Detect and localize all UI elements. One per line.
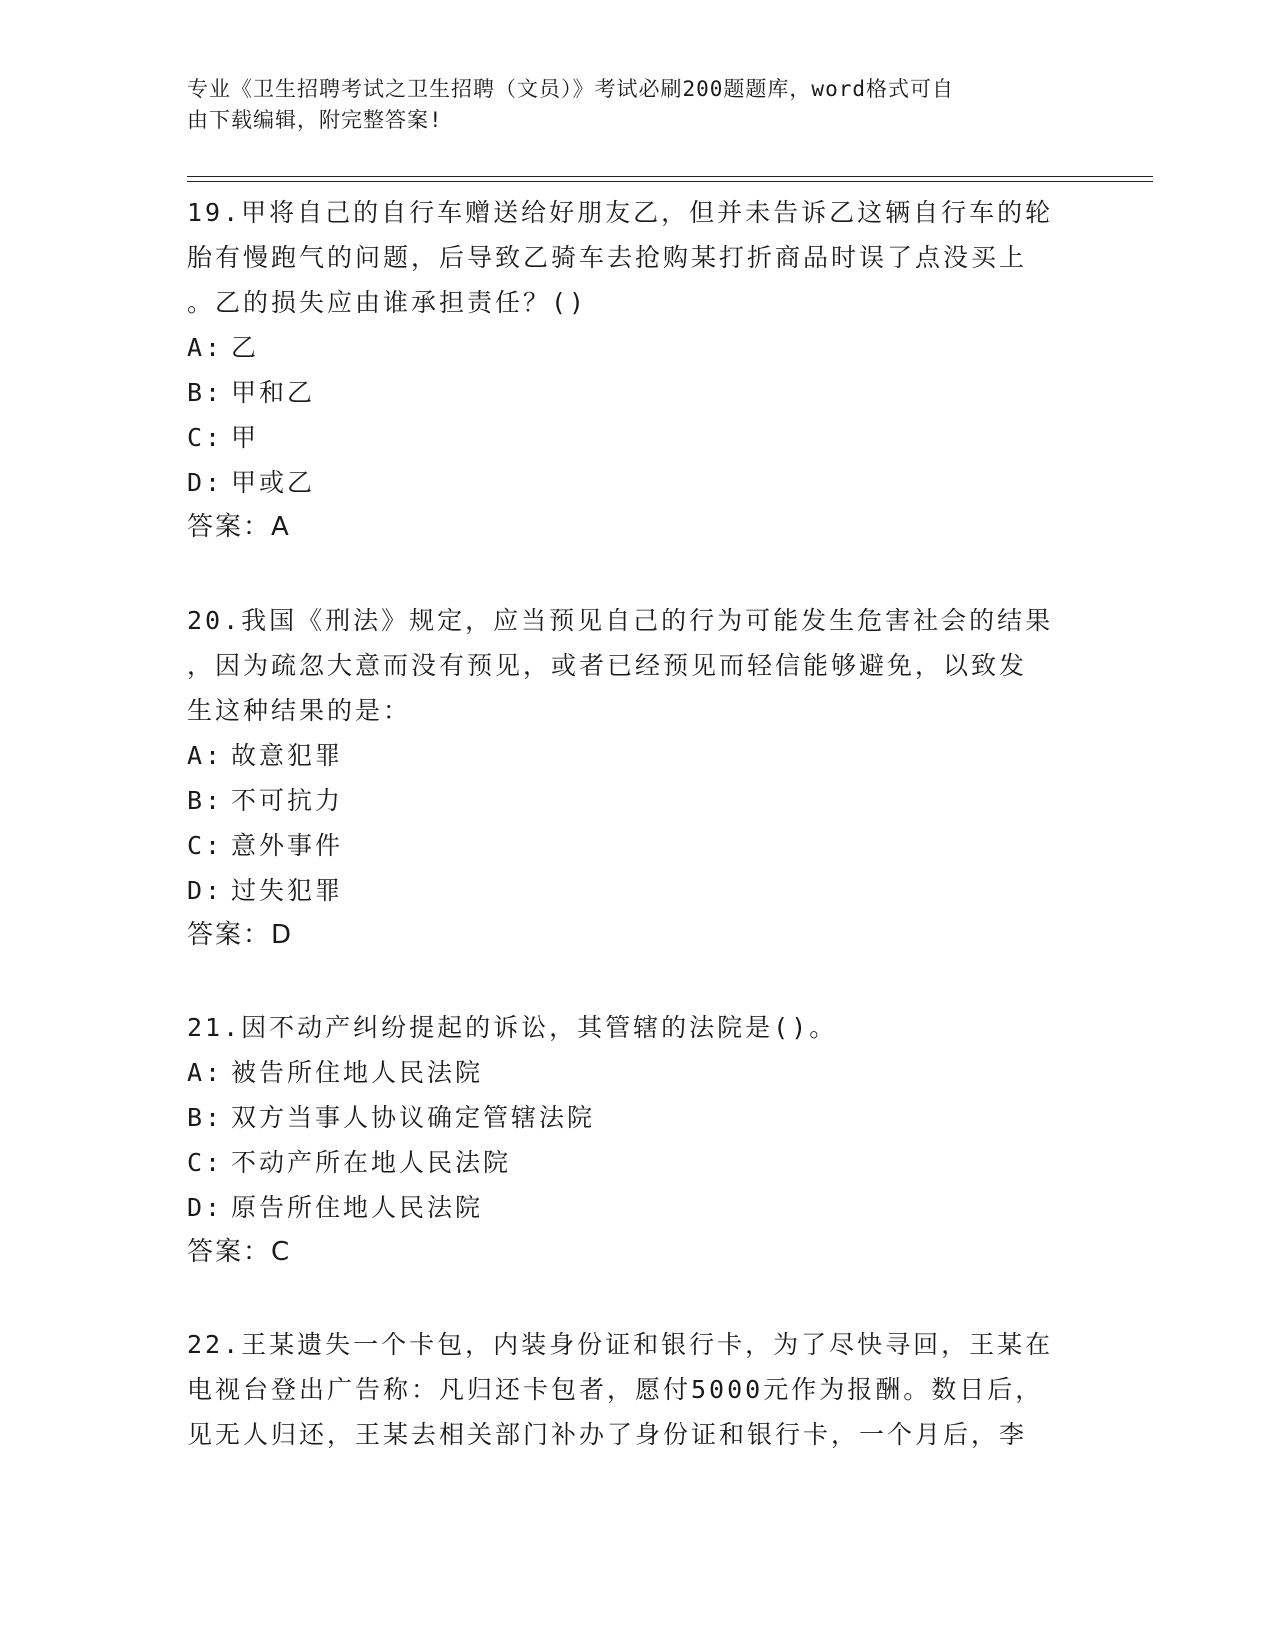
option-c: [187, 823, 1087, 868]
header-divider-bottom: [187, 181, 1153, 182]
question-21: [187, 1005, 1087, 1275]
question-20: [187, 598, 1087, 958]
option-b: [187, 778, 1087, 823]
header-divider-top: [187, 176, 1153, 177]
stem-line: 生这种结果的是：: [187, 696, 412, 725]
option-text: 甲或乙: [231, 468, 316, 497]
stem-line: 胎有慢跑气的问题，后导致乙骑车去抢购某打折商品时误了点没买上: [187, 243, 1028, 272]
answer-line: 答案：C: [187, 1237, 292, 1267]
option-b: [187, 370, 1087, 415]
option-d: [187, 460, 1087, 505]
question-stem: [187, 190, 1067, 325]
answer-line: 答案：A: [187, 512, 291, 542]
option-key: A:: [187, 333, 224, 362]
option-text: 甲: [231, 423, 260, 452]
option-text: 过失犯罪: [231, 876, 344, 905]
option-text: 双方当事人协议确定管辖法院: [231, 1103, 596, 1132]
question-stem: [187, 1005, 1067, 1050]
question-22: [187, 1322, 1087, 1457]
option-key: D:: [187, 876, 224, 905]
stem-line: 见无人归还，王某去相关部门补办了身份证和银行卡，一个月后，李: [187, 1420, 1028, 1449]
option-key: D:: [187, 468, 224, 497]
option-d: [187, 1185, 1087, 1230]
option-key: A:: [187, 1058, 224, 1087]
option-text: 乙: [231, 333, 260, 362]
option-key: C:: [187, 1148, 224, 1177]
option-b: [187, 1095, 1087, 1140]
option-a: [187, 325, 1087, 370]
option-key: D:: [187, 1193, 224, 1222]
answer-line: 答案：D: [187, 920, 294, 950]
option-text: 甲和乙: [231, 378, 316, 407]
option-a: [187, 1050, 1087, 1095]
option-text: 故意犯罪: [231, 741, 344, 770]
option-text: 不动产所在地人民法院: [231, 1148, 512, 1177]
option-text: 不可抗力: [231, 786, 344, 815]
option-key: B:: [187, 378, 224, 407]
header-line-1: 专业《卫生招聘考试之卫生招聘（文员）》考试必刷200题题库，word格式可自: [187, 77, 954, 101]
stem-line: 电视台登出广告称：凡归还卡包者，愿付5000元作为报酬。数日后，: [187, 1375, 1044, 1404]
stem-line: ，因为疏忽大意而没有预见，或者已经预见而轻信能够避免，以致发: [187, 651, 1028, 680]
option-key: C:: [187, 831, 224, 860]
document-header: [187, 74, 1067, 136]
option-a: [187, 733, 1087, 778]
stem-line: 21.因不动产纠纷提起的诉讼，其管辖的法院是()。: [187, 1013, 838, 1042]
stem-line: 19.甲将自己的自行车赠送给好朋友乙，但并未告诉乙这辆自行车的轮: [187, 198, 1054, 227]
option-text: 意外事件: [231, 831, 344, 860]
stem-line: 22.王某遗失一个卡包，内装身份证和银行卡，为了尽快寻回，王某在: [187, 1330, 1054, 1359]
option-text: 原告所住地人民法院: [231, 1193, 484, 1222]
question-stem: [187, 598, 1067, 733]
stem-line: 。乙的损失应由谁承担责任？(): [187, 288, 588, 317]
header-line-2: 由下载编辑，附完整答案!: [187, 108, 443, 132]
option-c: [187, 415, 1087, 460]
option-d: [187, 868, 1087, 913]
option-text: 被告所住地人民法院: [231, 1058, 484, 1087]
question-stem: [187, 1322, 1067, 1457]
option-key: B:: [187, 786, 224, 815]
option-key: B:: [187, 1103, 224, 1132]
option-key: A:: [187, 741, 224, 770]
option-c: [187, 1140, 1087, 1185]
stem-line: 20.我国《刑法》规定，应当预见自己的行为可能发生危害社会的结果: [187, 606, 1054, 635]
question-19: [187, 190, 1087, 550]
option-key: C:: [187, 423, 224, 452]
